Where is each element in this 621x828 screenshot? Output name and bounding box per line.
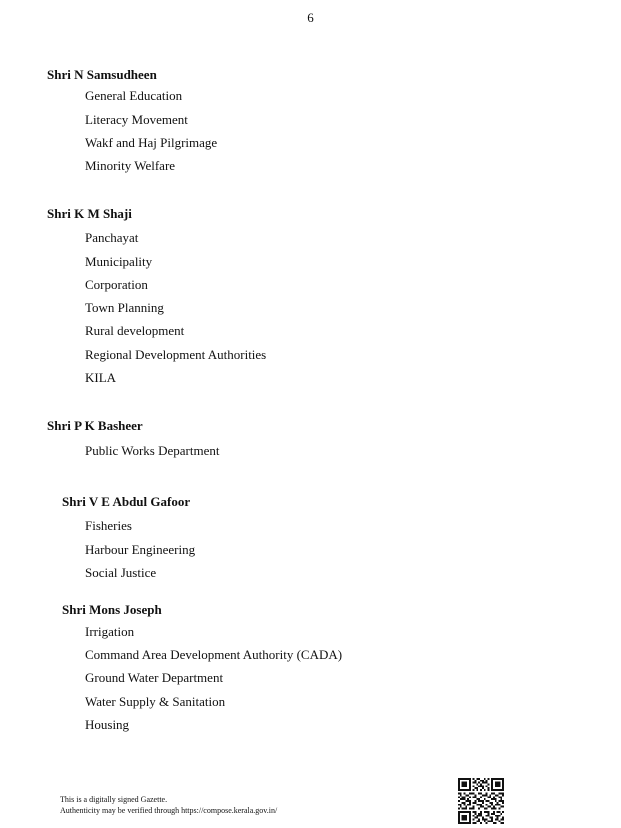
portfolio-item: Town Planning xyxy=(85,300,164,315)
footer-verification-link[interactable]: Authenticity may be verified through https://compose.kerala.gov.in/ xyxy=(60,806,278,815)
page-number: 6 xyxy=(307,10,314,25)
portfolio-item: Irrigation xyxy=(85,624,135,639)
portfolio-item: Literacy Movement xyxy=(85,112,188,127)
portfolio-item: General Education xyxy=(85,88,183,103)
portfolio-item: Minority Welfare xyxy=(85,158,176,173)
footer-signed-notice: This is a digitally signed Gazette. xyxy=(60,795,168,804)
portfolio-item: Housing xyxy=(85,717,130,732)
portfolio-item: Command Area Development Authority (CADA) xyxy=(85,647,343,662)
portfolio-item: Social Justice xyxy=(85,565,157,580)
minister-name-2: Shri P K Basheer xyxy=(47,418,143,433)
portfolio-item: Public Works Department xyxy=(85,443,220,458)
qr-code-icon xyxy=(458,778,504,824)
portfolio-item: Municipality xyxy=(85,254,153,269)
portfolio-item: Corporation xyxy=(85,277,148,292)
minister-name-4: Shri Mons Joseph xyxy=(62,602,162,617)
portfolio-item: Rural development xyxy=(85,323,185,338)
portfolio-item: Fisheries xyxy=(85,518,132,533)
portfolio-item: Panchayat xyxy=(85,230,139,245)
minister-name-1: Shri K M Shaji xyxy=(47,206,132,221)
minister-name-0: Shri N Samsudheen xyxy=(47,67,157,82)
portfolio-item: Ground Water Department xyxy=(85,670,224,685)
portfolio-item: Water Supply & Sanitation xyxy=(85,694,226,709)
portfolio-item: Wakf and Haj Pilgrimage xyxy=(85,135,218,150)
portfolio-item: KILA xyxy=(85,370,117,385)
minister-name-3: Shri V E Abdul Gafoor xyxy=(62,494,191,509)
portfolio-item: Harbour Engineering xyxy=(85,542,196,557)
portfolio-item: Regional Development Authorities xyxy=(85,347,267,362)
